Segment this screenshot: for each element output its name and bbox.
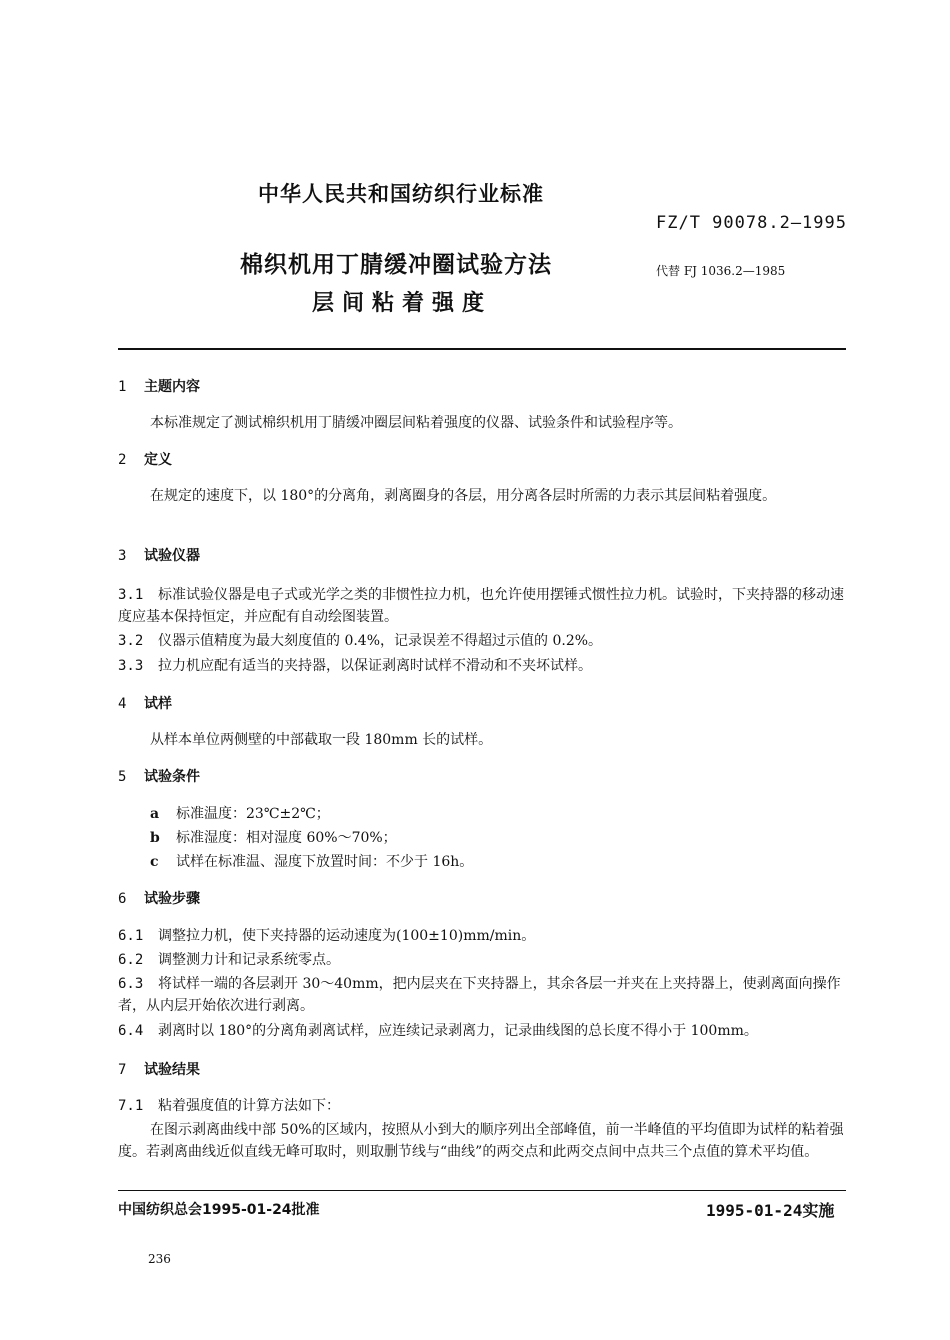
page-number: 236 bbox=[148, 1252, 171, 1266]
clause-6-3: 6.3 将试样一端的各层剥开 30～40mm，把内层夹在下夹持器上，其余各层一并夹在上夹持器上，使剥离面向操作者，从内层开始依次进行剥离。 bbox=[118, 976, 841, 1014]
section-2-body: 在规定的速度下，以 180°的分离角，剥离圈身的各层，用分离各层时所需的力表示其层间粘着强度。 bbox=[150, 488, 777, 504]
document-title: 棉织机用丁腈缓冲圈试验方法 bbox=[240, 252, 552, 278]
document-subtitle: 层间粘着强度 bbox=[312, 291, 493, 316]
clause-3-1: 3.1 标准试验仪器是电子式或光学之类的非惯性拉力机，也允许使用摆锤式惯性拉力机。试验时，下夹持器的移动速度应基本保持恒定，并应配有自动绘图装置。 bbox=[118, 587, 844, 625]
condition-item-c: c 试样在标准温、湿度下放置时间：不少于 16h。 bbox=[150, 854, 474, 870]
approval-line: 中国纺织总会1995-01-24批准 bbox=[118, 1202, 320, 1218]
clause-6-2: 6.2 调整测力计和记录系统零点。 bbox=[118, 952, 340, 968]
clause-6-4: 6.4 剥离时以 180°的分离角剥离试样，应连续记录剥离力，记录曲线图的总长度不得小于 100mm。 bbox=[118, 1023, 758, 1039]
implementation-date: 1995-01-24实施 bbox=[706, 1201, 835, 1220]
section-1-body: 本标准规定了测试棉织机用丁腈缓冲圈层间粘着强度的仪器、试验条件和试验程序等。 bbox=[150, 415, 682, 431]
section-heading-5: 5 试验条件 bbox=[118, 769, 200, 785]
condition-item-a: a 标准温度：23℃±2℃； bbox=[150, 806, 330, 822]
header-rule bbox=[118, 348, 846, 350]
footer-rule bbox=[118, 1190, 846, 1191]
issuing-organization: 中华人民共和国纺织行业标准 bbox=[258, 182, 544, 206]
condition-item-b: b 标准湿度：相对湿度 60%～70%； bbox=[150, 830, 397, 846]
section-heading-6: 6 试验步骤 bbox=[118, 891, 200, 907]
clause-3-2: 3.2 仪器示值精度为最大刻度值的 0.4%，记录误差不得超过示值的 0.2%。 bbox=[118, 633, 603, 649]
section-heading-2: 2 定义 bbox=[118, 452, 172, 468]
section-7-body: 在图示剥离曲线中部 50%的区域内，按照从小到大的顺序列出全部峰值，前一半峰值的平均值即为试样的粘着强度。若剥离曲线近似直线无峰可取时，则取删节线与“曲线”的两交点和此两交点间中点共三个点值的算术平均值。 bbox=[118, 1122, 844, 1160]
clause-6-1: 6.1 调整拉力机，使下夹持器的运动速度为(100±10)mm/min。 bbox=[118, 928, 536, 944]
section-heading-3: 3 试验仪器 bbox=[118, 548, 200, 564]
standard-code: FZ/T 90078.2—1995 bbox=[656, 213, 847, 233]
section-heading-1: 1 主题内容 bbox=[118, 379, 200, 395]
section-heading-4: 4 试样 bbox=[118, 696, 172, 712]
section-heading-7: 7 试验结果 bbox=[118, 1062, 200, 1078]
section-4-body: 从样本单位两侧壁的中部截取一段 180mm 长的试样。 bbox=[150, 732, 493, 748]
replaces-standard: 代替 FJ 1036.2—1985 bbox=[656, 264, 786, 278]
clause-3-3: 3.3 拉力机应配有适当的夹持器，以保证剥离时试样不滑动和不夹坏试样。 bbox=[118, 658, 592, 674]
clause-7-1: 7.1 粘着强度值的计算方法如下： bbox=[118, 1098, 340, 1114]
